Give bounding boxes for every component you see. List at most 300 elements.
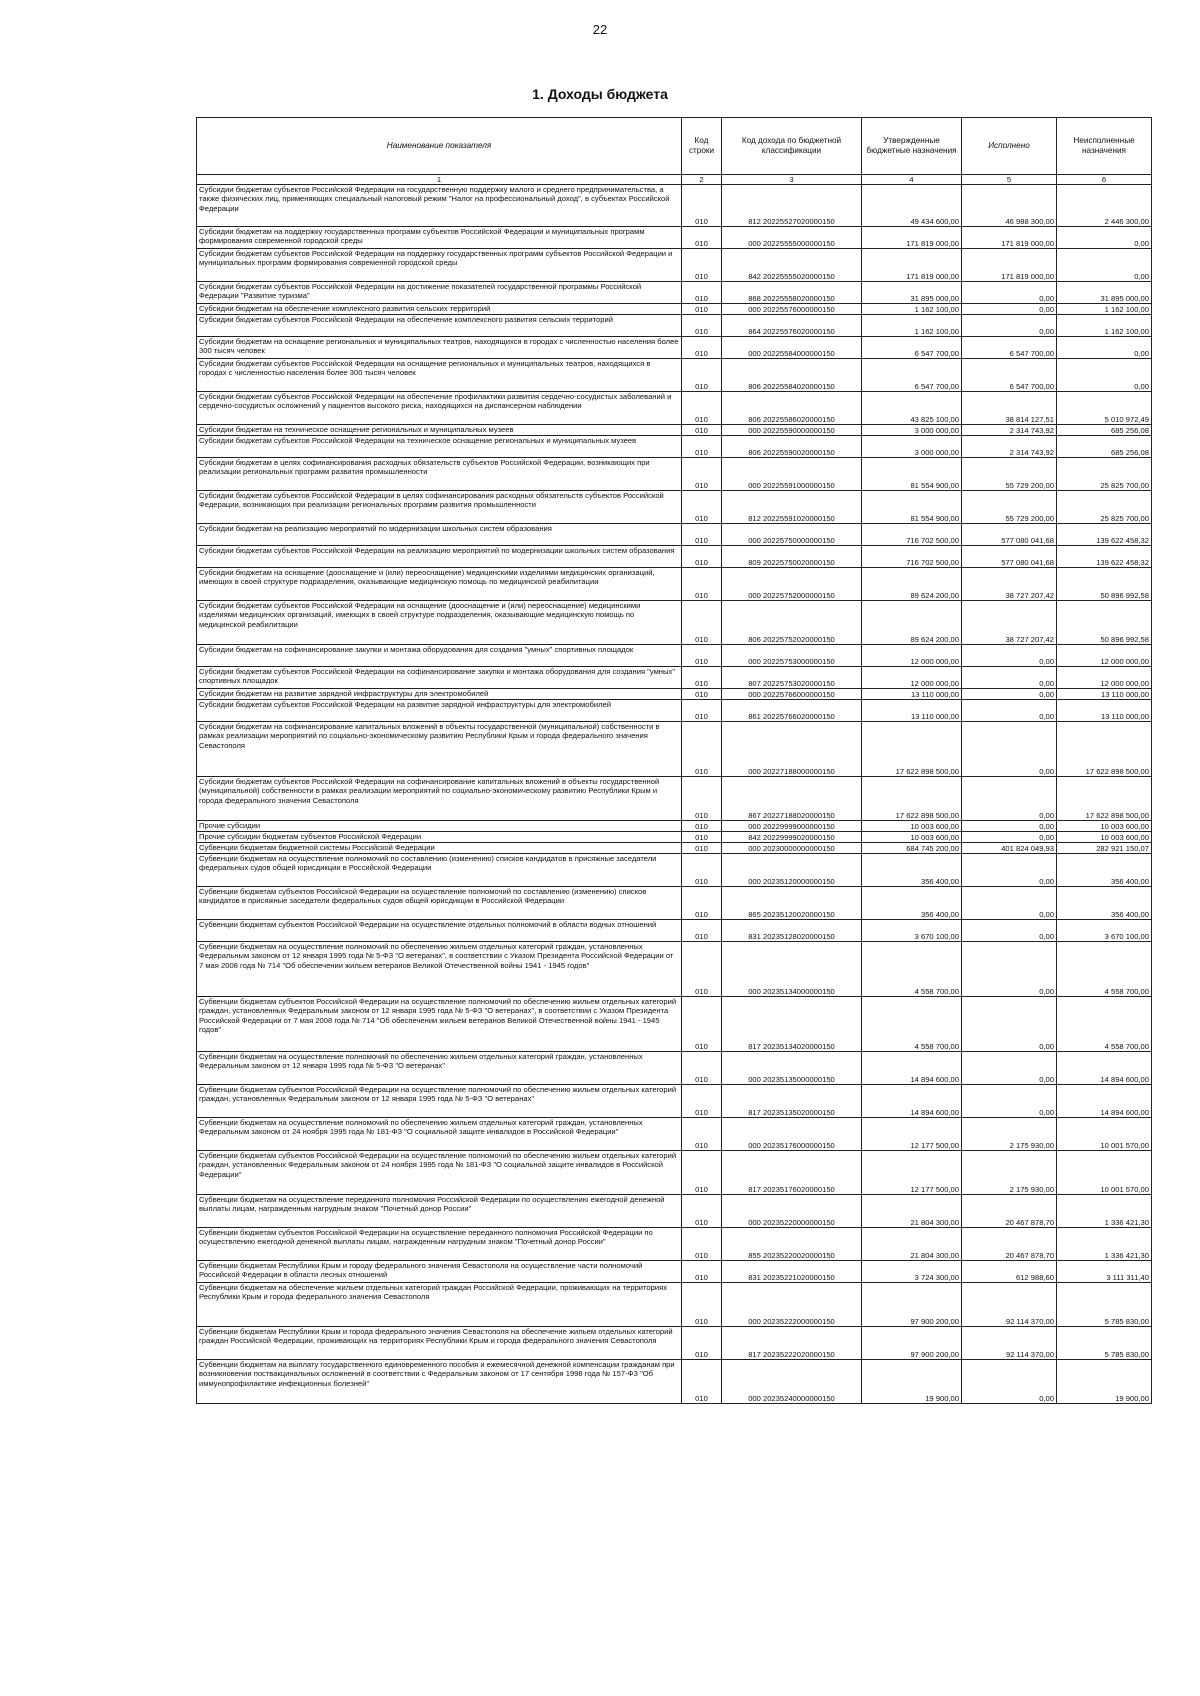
row-approved: 3 670 100,00	[862, 920, 962, 942]
row-executed: 92 114 370,00	[962, 1283, 1057, 1327]
row-executed: 55 729 200,00	[962, 491, 1057, 524]
row-name: Субвенции бюджетам на выплату государственного единовременного пособия и ежемесячной денежной компенсации гражданам при возникновении поствакцинальных осложнений в соответствии с Федеральным законом от 17 сентября 1998 года № 157-ФЗ "Об иммунопрофилактике инфекционных болезней"	[197, 1360, 682, 1404]
row-income-code: 812 20225591020000150	[722, 491, 862, 524]
row-approved: 21 804 300,00	[862, 1228, 962, 1261]
row-code: 010	[682, 282, 722, 304]
table-row	[197, 1327, 1152, 1360]
row-income-code: 000 20225590000000150	[722, 425, 862, 436]
row-income-code: 000 20227188000000150	[722, 722, 862, 777]
row-unexecuted: 19 900,00	[1057, 1360, 1152, 1404]
row-approved: 81 554 900,00	[862, 458, 962, 491]
table-header-row	[197, 118, 1152, 175]
row-income-code: 809 20225750020000150	[722, 546, 862, 568]
row-approved: 6 547 700,00	[862, 359, 962, 392]
row-income-code: 864 20225576020000150	[722, 315, 862, 337]
row-name: Субсидии бюджетам на техническое оснащение региональных и муниципальных музеев	[197, 425, 682, 436]
row-name: Субсидии бюджетам в целях софинансирования расходных обязательств субъектов Российской Федерации, возникающих при реализации региональных программ развития промышленности	[197, 458, 682, 491]
row-executed: 38 727 207,42	[962, 601, 1057, 645]
row-approved: 14 894 600,00	[862, 1085, 962, 1118]
row-code: 010	[682, 1195, 722, 1228]
row-code: 010	[682, 491, 722, 524]
row-income-code: 000 20225750000000150	[722, 524, 862, 546]
row-approved: 97 900 200,00	[862, 1283, 962, 1327]
row-executed: 2 175 930,00	[962, 1151, 1057, 1195]
page-number: 22	[592, 22, 608, 37]
table-row	[197, 689, 1152, 700]
table-row	[197, 1118, 1152, 1151]
row-executed: 577 080 041,68	[962, 546, 1057, 568]
row-code: 010	[682, 1151, 722, 1195]
table-row	[197, 997, 1152, 1052]
row-approved: 43 825 100,00	[862, 392, 962, 425]
row-executed: 0,00	[962, 722, 1057, 777]
row-unexecuted: 356 400,00	[1057, 854, 1152, 887]
row-executed: 171 819 000,00	[962, 227, 1057, 249]
row-name: Субвенции бюджетам субъектов Российской Федерации на осуществление полномочий по обеспечению жильем отдельных категорий граждан, установленных Федеральным законом от 24 ноября 1995 года № 181-ФЗ "О социальной защите инвалидов в Российской Федерации"	[197, 1151, 682, 1195]
table-row	[197, 249, 1152, 282]
row-executed: 55 729 200,00	[962, 458, 1057, 491]
row-approved: 684 745 200,00	[862, 843, 962, 854]
row-executed: 0,00	[962, 1360, 1057, 1404]
row-code: 010	[682, 722, 722, 777]
row-name: Субсидии бюджетам субъектов Российской Федерации на поддержку государственных программ субъектов Российской Федерации и муниципальных программ формирования современной городской среды	[197, 249, 682, 282]
row-name: Субвенции бюджетам на осуществление полномочий по обеспечению жильем отдельных категорий граждан, установленных Федеральным законом от 12 января 1995 года № 5-ФЗ "О ветеранах"	[197, 1052, 682, 1085]
table-row	[197, 821, 1152, 832]
table-row	[197, 568, 1152, 601]
row-name: Субвенции бюджетам на осуществление полномочий по обеспечению жильем отдельных категорий граждан, установленных Федеральным законом от 24 ноября 1995 года № 181-ФЗ "О социальной защите инвалидов в Российской Федерации"	[197, 1118, 682, 1151]
row-code: 010	[682, 843, 722, 854]
row-executed: 577 080 041,68	[962, 524, 1057, 546]
budget-income-table	[196, 117, 1152, 1404]
row-unexecuted: 17 622 898 500,00	[1057, 777, 1152, 821]
table-row	[197, 1151, 1152, 1195]
document-title: 1. Доходы бюджета	[532, 86, 668, 102]
row-code: 010	[682, 568, 722, 601]
row-unexecuted: 1 162 100,00	[1057, 315, 1152, 337]
row-unexecuted: 25 825 700,00	[1057, 491, 1152, 524]
row-income-code: 000 20235240000000150	[722, 1360, 862, 1404]
row-executed: 0,00	[962, 689, 1057, 700]
row-code: 010	[682, 546, 722, 568]
row-code: 010	[682, 1360, 722, 1404]
row-income-code: 000 20230000000000150	[722, 843, 862, 854]
row-approved: 17 622 898 500,00	[862, 722, 962, 777]
row-name: Субсидии бюджетам субъектов Российской Федерации на софинансирование капитальных вложений в объекты государственной (муниципальной) собственности в рамках реализации мероприятий по социально-экономическому развитию Республики Крым и города федерального значения Севастополя	[197, 777, 682, 821]
row-name: Прочие субсидии	[197, 821, 682, 832]
row-code: 010	[682, 337, 722, 359]
row-code: 010	[682, 249, 722, 282]
row-income-code: 000 20225753000000150	[722, 645, 862, 667]
row-code: 010	[682, 667, 722, 689]
row-approved: 10 003 600,00	[862, 821, 962, 832]
row-executed: 0,00	[962, 1052, 1057, 1085]
table-row	[197, 337, 1152, 359]
row-unexecuted: 0,00	[1057, 227, 1152, 249]
row-approved: 716 702 500,00	[862, 524, 962, 546]
row-executed: 0,00	[962, 304, 1057, 315]
row-name: Субсидии бюджетам на софинансирование капитальных вложений в объекты государственной (муниципальной) собственности в рамках реализации мероприятий по социально-экономическому развитию Республики Крым и города федерального значения Севастополя	[197, 722, 682, 777]
row-approved: 171 819 000,00	[862, 249, 962, 282]
row-approved: 31 895 000,00	[862, 282, 962, 304]
row-income-code: 868 20225558020000150	[722, 282, 862, 304]
row-unexecuted: 139 622 458,32	[1057, 524, 1152, 546]
row-executed: 2 175 930,00	[962, 1118, 1057, 1151]
row-code: 010	[682, 227, 722, 249]
row-income-code: 806 20225752020000150	[722, 601, 862, 645]
column-numbers-row	[197, 175, 1152, 185]
row-name: Субвенции бюджетам субъектов Российской Федерации на осуществление полномочий по обеспечению жильем отдельных категорий граждан, установленных Федеральным законом от 12 января 1995 года № 5-ФЗ "О ветеранах", в соответствии с Указом Президента Российской Федерации от 7 мая 2008 года № 714 "Об обеспечении жильем ветеранов Великой Отечественной войны 1941 - 1945 годов"	[197, 997, 682, 1052]
row-unexecuted: 356 400,00	[1057, 887, 1152, 920]
table-row	[197, 1195, 1152, 1228]
table-row	[197, 546, 1152, 568]
row-name: Субсидии бюджетам на развитие зарядной инфраструктуры для электромобилей	[197, 689, 682, 700]
row-code: 010	[682, 1228, 722, 1261]
row-name: Субсидии бюджетам субъектов Российской Федерации на реализацию мероприятий по модернизации школьных систем образования	[197, 546, 682, 568]
row-executed: 0,00	[962, 282, 1057, 304]
row-income-code: 861 20225766020000150	[722, 700, 862, 722]
row-executed: 0,00	[962, 942, 1057, 997]
row-code: 010	[682, 392, 722, 425]
row-unexecuted: 3 111 311,40	[1057, 1261, 1152, 1283]
row-income-code: 000 20225584000000150	[722, 337, 862, 359]
table-row	[197, 1052, 1152, 1085]
row-executed: 401 824 049,93	[962, 843, 1057, 854]
row-executed: 0,00	[962, 997, 1057, 1052]
row-name: Субсидии бюджетам субъектов Российской Федерации на оснащение региональных и муниципальных театров, находящихся в городах с численностью населения более 300 тысяч человек	[197, 359, 682, 392]
row-executed: 0,00	[962, 645, 1057, 667]
row-name: Субсидии бюджетам субъектов Российской Федерации на софинансирование закупки и монтажа оборудования для создания "умных" спортивных площадок	[197, 667, 682, 689]
row-unexecuted: 13 110 000,00	[1057, 689, 1152, 700]
row-income-code: 000 20225555000000150	[722, 227, 862, 249]
row-code: 010	[682, 601, 722, 645]
table-row	[197, 777, 1152, 821]
table-row	[197, 854, 1152, 887]
row-name: Субвенции бюджетам бюджетной системы Российской Федерации	[197, 843, 682, 854]
row-income-code: 855 20235220020000150	[722, 1228, 862, 1261]
column-number: 1	[197, 175, 682, 185]
row-name: Субсидии бюджетам на поддержку государственных программ субъектов Российской Федерации и муниципальных программ формирования современной городской среды	[197, 227, 682, 249]
row-code: 010	[682, 1283, 722, 1327]
row-name: Субсидии бюджетам на софинансирование закупки и монтажа оборудования для создания "умных" спортивных площадок	[197, 645, 682, 667]
row-unexecuted: 0,00	[1057, 337, 1152, 359]
table-row	[197, 491, 1152, 524]
row-executed: 38 727 207,42	[962, 568, 1057, 601]
row-income-code: 000 20235176000000150	[722, 1118, 862, 1151]
table-row	[197, 282, 1152, 304]
row-approved: 356 400,00	[862, 854, 962, 887]
table-row	[197, 700, 1152, 722]
row-executed: 92 114 370,00	[962, 1327, 1057, 1360]
row-unexecuted: 4 558 700,00	[1057, 997, 1152, 1052]
table-row	[197, 392, 1152, 425]
row-executed: 0,00	[962, 667, 1057, 689]
row-name: Субсидии бюджетам субъектов Российской Федерации на достижение показателей государственной программы Российской Федерации "Развитие туризма"	[197, 282, 682, 304]
table-row	[197, 1085, 1152, 1118]
row-unexecuted: 0,00	[1057, 359, 1152, 392]
row-executed: 38 814 127,51	[962, 392, 1057, 425]
table-row	[197, 601, 1152, 645]
table-row	[197, 185, 1152, 227]
row-name: Субвенции бюджетам субъектов Российской Федерации на осуществление полномочий по обеспечению жильем отдельных категорий граждан, установленных Федеральным законом от 12 января 1995 года № 5-ФЗ "О ветеранах"	[197, 1085, 682, 1118]
row-income-code: 817 20235222020000150	[722, 1327, 862, 1360]
table-row	[197, 1261, 1152, 1283]
row-name: Субвенции бюджетам на осуществление полномочий по составлению (изменению) списков кандидатов в присяжные заседатели федеральных судов общей юрисдикции в Российской Федерации	[197, 854, 682, 887]
table-row	[197, 436, 1152, 458]
row-approved: 10 003 600,00	[862, 832, 962, 843]
row-unexecuted: 12 000 000,00	[1057, 645, 1152, 667]
row-code: 010	[682, 1052, 722, 1085]
row-name: Субвенции бюджетам на осуществление полномочий по обеспечению жильем отдельных категорий граждан, установленных Федеральным законом от 12 января 1995 года № 5-ФЗ "О ветеранах", в соответствии с Указом Президента Российской Федерации от 7 мая 2008 года № 714 "Об обеспечении жильем ветеранов Великой Отечественной войны 1941 - 1945 годов"	[197, 942, 682, 997]
row-code: 010	[682, 821, 722, 832]
row-approved: 3 000 000,00	[862, 425, 962, 436]
row-name: Субвенции бюджетам субъектов Российской Федерации на осуществление переданного полномочия Российской Федерации по осуществлению ежегодной денежной выплаты лицам, награжденным нагрудным знаком "Почетный донор России"	[197, 1228, 682, 1261]
row-unexecuted: 50 896 992,58	[1057, 601, 1152, 645]
row-unexecuted: 10 001 570,00	[1057, 1118, 1152, 1151]
row-approved: 17 622 898 500,00	[862, 777, 962, 821]
row-approved: 12 000 000,00	[862, 667, 962, 689]
row-unexecuted: 5 785 830,00	[1057, 1327, 1152, 1360]
row-approved: 3 724 300,00	[862, 1261, 962, 1283]
row-code: 010	[682, 359, 722, 392]
row-name: Субсидии бюджетам субъектов Российской Федерации на государственную поддержку малого и среднего предпринимательства, а также физических лиц, применяющих специальный налоговый режим "Налог на профессиональный доход", в субъектах Российской Федерации	[197, 185, 682, 227]
row-name: Субсидии бюджетам субъектов Российской Федерации на техническое оснащение региональных и муниципальных музеев	[197, 436, 682, 458]
row-code: 010	[682, 689, 722, 700]
row-unexecuted: 5 785 830,00	[1057, 1283, 1152, 1327]
row-income-code: 000 20229999000000150	[722, 821, 862, 832]
row-income-code: 807 20225753020000150	[722, 667, 862, 689]
row-approved: 13 110 000,00	[862, 689, 962, 700]
row-executed: 0,00	[962, 854, 1057, 887]
row-executed: 2 314 743,92	[962, 425, 1057, 436]
row-approved: 89 624 200,00	[862, 568, 962, 601]
row-unexecuted: 3 670 100,00	[1057, 920, 1152, 942]
row-name: Субсидии бюджетам на оснащение (дооснащение и (или) переоснащение) медицинскими изделиями медицинских организаций, имеющих в своей структуре подразделения, оказывающие медицинскую помощь по медицинской реабилитации	[197, 568, 682, 601]
row-code: 010	[682, 458, 722, 491]
row-name: Субсидии бюджетам на реализацию мероприятий по модернизации школьных систем образования	[197, 524, 682, 546]
row-approved: 171 819 000,00	[862, 227, 962, 249]
row-unexecuted: 4 558 700,00	[1057, 942, 1152, 997]
table-row	[197, 1228, 1152, 1261]
row-code: 010	[682, 700, 722, 722]
table-row	[197, 304, 1152, 315]
row-income-code: 806 20225584020000150	[722, 359, 862, 392]
row-executed: 0,00	[962, 315, 1057, 337]
row-unexecuted: 10 003 600,00	[1057, 832, 1152, 843]
row-unexecuted: 685 256,08	[1057, 436, 1152, 458]
table-row	[197, 887, 1152, 920]
row-code: 010	[682, 777, 722, 821]
row-unexecuted: 0,00	[1057, 249, 1152, 282]
row-name: Субсидии бюджетам субъектов Российской Федерации в целях софинансирования расходных обязательств субъектов Российской Федерации, возникающих при реализации региональных программ развития промышленности	[197, 491, 682, 524]
table-row	[197, 425, 1152, 436]
row-name: Субсидии бюджетам субъектов Российской Федерации на обеспечение комплексного развития сельских территорий	[197, 315, 682, 337]
table-row	[197, 1360, 1152, 1404]
header-unexecuted: Неисполненные назначения	[1057, 118, 1152, 175]
row-name: Субвенции бюджетам субъектов Российской Федерации на осуществление отдельных полномочий в области водных отношений	[197, 920, 682, 942]
table-row	[197, 524, 1152, 546]
row-executed: 0,00	[962, 777, 1057, 821]
column-number: 3	[722, 175, 862, 185]
row-name: Субсидии бюджетам субъектов Российской Федерации на обеспечение профилактики развития сердечно-сосудистых заболеваний и сердечно-сосудистых осложнений у пациентов высокого риска, находящихся на диспансерном наблюдении	[197, 392, 682, 425]
row-income-code: 867 20227188020000150	[722, 777, 862, 821]
row-code: 010	[682, 304, 722, 315]
row-approved: 6 547 700,00	[862, 337, 962, 359]
header-approved: Утвержденные бюджетные назначения	[862, 118, 962, 175]
row-approved: 13 110 000,00	[862, 700, 962, 722]
column-number: 4	[862, 175, 962, 185]
row-income-code: 000 20235135000000150	[722, 1052, 862, 1085]
header-executed: Исполнено	[962, 118, 1057, 175]
row-unexecuted: 2 446 300,00	[1057, 185, 1152, 227]
row-income-code: 000 20225576000000150	[722, 304, 862, 315]
row-code: 010	[682, 425, 722, 436]
row-approved: 4 558 700,00	[862, 997, 962, 1052]
row-approved: 14 894 600,00	[862, 1052, 962, 1085]
row-name: Субсидии бюджетам на обеспечение комплексного развития сельских территорий	[197, 304, 682, 315]
row-executed: 171 819 000,00	[962, 249, 1057, 282]
row-executed: 0,00	[962, 1085, 1057, 1118]
row-approved: 97 900 200,00	[862, 1327, 962, 1360]
table-row	[197, 843, 1152, 854]
row-code: 010	[682, 854, 722, 887]
table-row	[197, 667, 1152, 689]
row-income-code: 812 20225527020000150	[722, 185, 862, 227]
row-name: Субвенции бюджетам на осуществление переданного полномочия Российской Федерации по осуществлению ежегодной денежной выплаты лицам, награжденным нагрудным знаком "Почетный донор России"	[197, 1195, 682, 1228]
row-executed: 6 547 700,00	[962, 359, 1057, 392]
row-code: 010	[682, 645, 722, 667]
row-approved: 12 177 500,00	[862, 1151, 962, 1195]
row-unexecuted: 139 622 458,32	[1057, 546, 1152, 568]
row-code: 010	[682, 436, 722, 458]
row-approved: 21 804 300,00	[862, 1195, 962, 1228]
table-row	[197, 1283, 1152, 1327]
row-unexecuted: 17 622 898 500,00	[1057, 722, 1152, 777]
row-income-code: 842 20229999020000150	[722, 832, 862, 843]
table-row	[197, 832, 1152, 843]
row-executed: 0,00	[962, 920, 1057, 942]
row-unexecuted: 12 000 000,00	[1057, 667, 1152, 689]
row-unexecuted: 1 336 421,30	[1057, 1195, 1152, 1228]
row-approved: 19 900,00	[862, 1360, 962, 1404]
row-approved: 81 554 900,00	[862, 491, 962, 524]
row-income-code: 817 20235134020000150	[722, 997, 862, 1052]
table-row	[197, 458, 1152, 491]
row-unexecuted: 14 894 600,00	[1057, 1085, 1152, 1118]
row-code: 010	[682, 1085, 722, 1118]
table-row	[197, 359, 1152, 392]
table-row	[197, 315, 1152, 337]
row-executed: 0,00	[962, 700, 1057, 722]
row-name: Субвенции бюджетам Республики Крым и городу федерального значения Севастополя на осуществление части полномочий Российской Федерации в области лесных отношений	[197, 1261, 682, 1283]
row-code: 010	[682, 997, 722, 1052]
row-name: Субвенции бюджетам субъектов Российской Федерации на осуществление полномочий по составлению (изменению) списков кандидатов в присяжные заседатели федеральных судов общей юрисдикции в Российской Федерации	[197, 887, 682, 920]
row-code: 010	[682, 1261, 722, 1283]
row-unexecuted: 14 894 600,00	[1057, 1052, 1152, 1085]
row-income-code: 000 20235120000000150	[722, 854, 862, 887]
row-executed: 46 988 300,00	[962, 185, 1057, 227]
row-income-code: 817 20235176020000150	[722, 1151, 862, 1195]
row-code: 010	[682, 920, 722, 942]
row-code: 010	[682, 942, 722, 997]
column-number: 2	[682, 175, 722, 185]
row-executed: 0,00	[962, 821, 1057, 832]
row-income-code: 806 20225590020000150	[722, 436, 862, 458]
row-name: Субсидии бюджетам субъектов Российской Федерации на развитие зарядной инфраструктуры для электромобилей	[197, 700, 682, 722]
row-name: Субвенции бюджетам на обеспечение жильем отдельных категорий граждан Российской Федерации, проживающих на территориях Республики Крым и города федерального значения Севастополя	[197, 1283, 682, 1327]
row-income-code: 831 20235221020000150	[722, 1261, 862, 1283]
row-executed: 6 547 700,00	[962, 337, 1057, 359]
row-executed: 20 467 878,70	[962, 1228, 1057, 1261]
table-row	[197, 645, 1152, 667]
row-name: Прочие субсидии бюджетам субъектов Российской Федерации	[197, 832, 682, 843]
table-row	[197, 722, 1152, 777]
row-income-code: 000 20225752000000150	[722, 568, 862, 601]
row-approved: 716 702 500,00	[862, 546, 962, 568]
row-approved: 12 000 000,00	[862, 645, 962, 667]
row-approved: 3 000 000,00	[862, 436, 962, 458]
row-code: 010	[682, 832, 722, 843]
row-approved: 1 162 100,00	[862, 315, 962, 337]
row-approved: 89 624 200,00	[862, 601, 962, 645]
row-income-code: 000 20235220000000150	[722, 1195, 862, 1228]
row-approved: 1 162 100,00	[862, 304, 962, 315]
row-unexecuted: 282 921 150,07	[1057, 843, 1152, 854]
row-code: 010	[682, 1327, 722, 1360]
row-income-code: 831 20235128020000150	[722, 920, 862, 942]
row-name: Субвенции бюджетам Республики Крым и города федерального значения Севастополя на обеспечение жильем отдельных категорий граждан Российской Федерации, проживающих на территориях Республики Крым и города федерального значения Севастополя	[197, 1327, 682, 1360]
row-executed: 0,00	[962, 832, 1057, 843]
row-executed: 2 314 743,92	[962, 436, 1057, 458]
row-income-code: 000 20235222000000150	[722, 1283, 862, 1327]
row-unexecuted: 13 110 000,00	[1057, 700, 1152, 722]
row-approved: 12 177 500,00	[862, 1118, 962, 1151]
row-unexecuted: 10 003 600,00	[1057, 821, 1152, 832]
table-row	[197, 942, 1152, 997]
header-row-code: Код строки	[682, 118, 722, 175]
row-income-code: 000 20225766000000150	[722, 689, 862, 700]
row-code: 010	[682, 524, 722, 546]
row-unexecuted: 1 336 421,30	[1057, 1228, 1152, 1261]
row-executed: 0,00	[962, 887, 1057, 920]
column-number: 5	[962, 175, 1057, 185]
row-unexecuted: 685 256,08	[1057, 425, 1152, 436]
row-unexecuted: 10 001 570,00	[1057, 1151, 1152, 1195]
row-unexecuted: 31 895 000,00	[1057, 282, 1152, 304]
row-income-code: 817 20235135020000150	[722, 1085, 862, 1118]
row-unexecuted: 25 825 700,00	[1057, 458, 1152, 491]
row-income-code: 865 20235120020000150	[722, 887, 862, 920]
row-income-code: 806 20225586020000150	[722, 392, 862, 425]
header-income-code: Код дохода по бюджетной классификации	[722, 118, 862, 175]
table-row	[197, 920, 1152, 942]
row-approved: 356 400,00	[862, 887, 962, 920]
row-approved: 4 558 700,00	[862, 942, 962, 997]
row-code: 010	[682, 315, 722, 337]
row-unexecuted: 5 010 972,49	[1057, 392, 1152, 425]
row-unexecuted: 1 162 100,00	[1057, 304, 1152, 315]
row-income-code: 842 20225555020000150	[722, 249, 862, 282]
row-name: Субсидии бюджетам субъектов Российской Федерации на оснащение (дооснащение и (или) переоснащение) медицинскими изделиями медицинских организаций, имеющих в своей структуре подразделения, оказывающие медицинскую помощь по медицинской реабилитации	[197, 601, 682, 645]
row-executed: 20 467 878,70	[962, 1195, 1057, 1228]
row-unexecuted: 50 896 992,58	[1057, 568, 1152, 601]
table-row	[197, 227, 1152, 249]
row-code: 010	[682, 887, 722, 920]
column-number: 6	[1057, 175, 1152, 185]
row-approved: 49 434 600,00	[862, 185, 962, 227]
budget-income-table-wrap	[196, 117, 1151, 1404]
row-executed: 612 988,60	[962, 1261, 1057, 1283]
header-indicator-name: Наименование показателя	[197, 118, 682, 175]
